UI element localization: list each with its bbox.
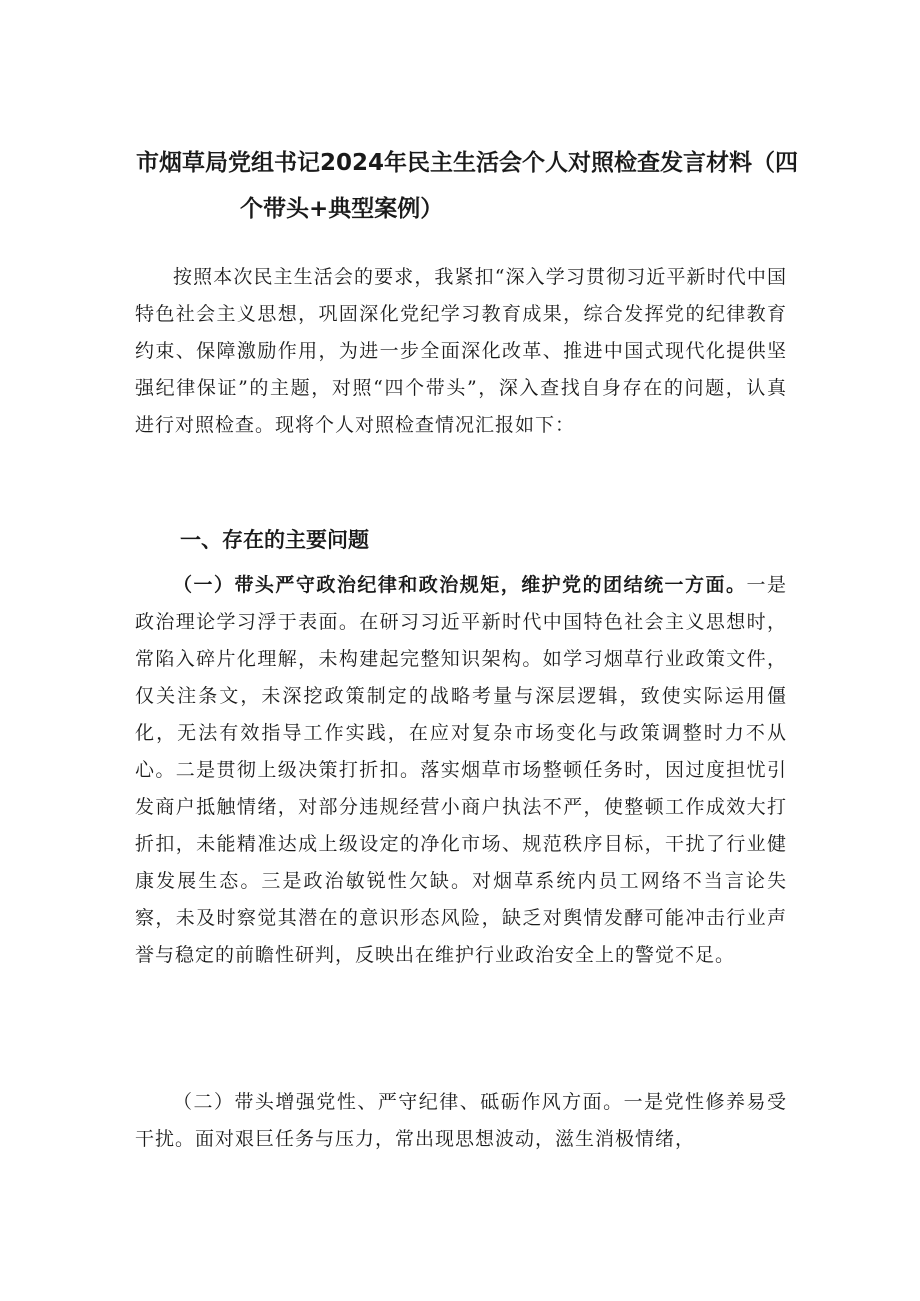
- subsection-2-paragraph: （二）带头增强党性、严守纪律、砥砺作风方面。一是党性修养易受干扰。面对艰巨任务与压力，常出现思想波动，滋生消极情绪，: [135, 1091, 787, 1150]
- title-line-2: 个带头+典型案例）: [240, 196, 444, 222]
- document-title: [136, 140, 836, 232]
- title-line-1: 市烟草局党组书记2024年民主生活会个人对照检查发言材料（四: [136, 150, 799, 176]
- subsection-1-lead: （一）带头严守政治纪律和政治规矩，维护党的团结统一方面。: [173, 574, 747, 596]
- section-heading-problems: 一、存在的主要问题: [180, 528, 369, 552]
- subsection-1-body: 一是政治理论学习浮于表面。在研习习近平新时代中国特色社会主义思想时，常陷入碎片化理解，未构建起完整知识架构。如学习烟草行业政策文件，仅关注条文，未深挖政策制定的战略考量与深层逻辑，致使实际运用僵化，无法有效指导工作实践，在应对复杂市场变化与政策调整时力不从心。二是贯彻上级决策打折扣。落实烟草市场整顿任务时，因过度担忧引发商户抵触情绪，对部分违规经营小商户执法不严，使整顿工作成效大打折扣，未能精准达成上级设定的净化市场、规范秩序目标，干扰了行业健康发展生态。三是政治敏锐性欠缺。对烟草系统内员工网络不当言论失察，未及时察觉其潜在的意识形态风险，缺乏对舆情发酵可能冲击行业声誉与稳定的前瞻性研判，反映出在维护行业政治安全上的警觉不足。: [135, 574, 787, 966]
- subsection-1-paragraph: [135, 567, 787, 974]
- intro-paragraph: 按照本次民主生活会的要求，我紧扣“深入学习贯彻习近平新时代中国特色社会主义思想，巩固深化党纪学习教育成果，综合发挥党的纪律教育约束、保障激励作用，为进一步全面深化改革、推进中国式现代化提供坚强纪律保证”的主题，对照“四个带头”，深入查找自身存在的问题，认真进行对照检查。现将个人对照检查情况汇报如下：: [135, 266, 787, 436]
